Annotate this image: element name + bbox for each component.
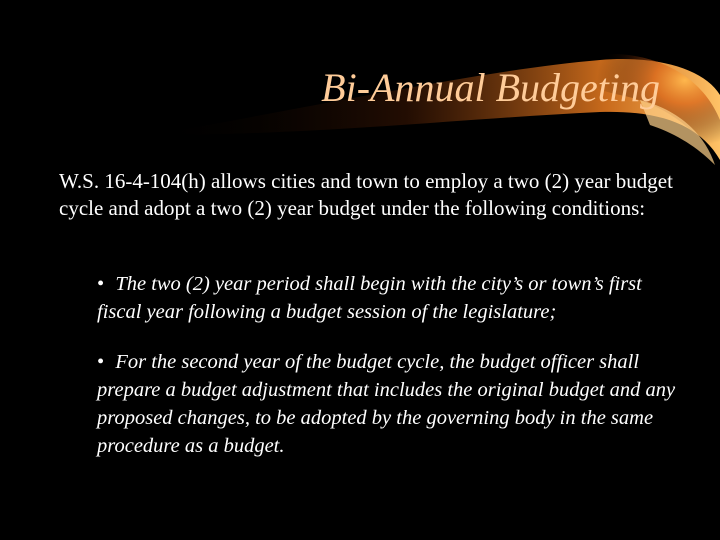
bullet-text: The two (2) year period shall begin with the city’s or town’s first fiscal year following a budget session of the legislature; xyxy=(97,273,642,323)
bullet-icon: • xyxy=(97,351,105,373)
bullet-text: For the second year of the budget cycle, the budget officer shall prepare a budget adjustment that includes the original budget and any proposed changes, to be adopted by the governing body in the same procedure as a budget. xyxy=(97,351,676,457)
list-item xyxy=(97,270,687,326)
bullet-icon: • xyxy=(97,273,105,295)
conditions-list xyxy=(97,270,687,482)
list-item xyxy=(97,348,687,460)
intro-paragraph: W.S. 16-4-104(h) allows cities and town to employ a two (2) year budget cycle and adopt a two (2) year budget under the following conditions: xyxy=(59,169,673,220)
slide-title: Bi-Annual Budgeting xyxy=(321,65,660,110)
